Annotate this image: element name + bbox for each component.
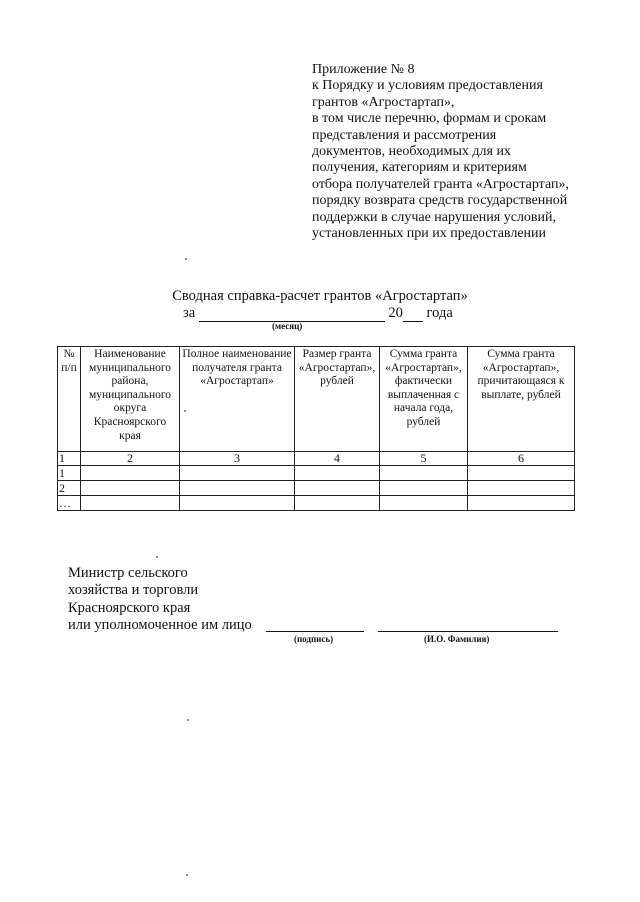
table-cell[interactable] bbox=[468, 496, 575, 511]
appendix-line: порядку возврата средств государственной bbox=[312, 193, 568, 209]
table-cell[interactable] bbox=[81, 466, 180, 481]
header-cell: Сумма гранта «Агростартап», фактически выплаченная с начала года, рублей bbox=[380, 347, 468, 452]
scan-speck bbox=[184, 410, 186, 412]
period-suffix: года bbox=[426, 305, 453, 321]
table-cell[interactable] bbox=[81, 481, 180, 496]
appendix-line: представления и рассмотрения bbox=[312, 127, 497, 143]
name-caption: (И.О. Фамилия) bbox=[424, 634, 490, 644]
signature-caption: (подпись) bbox=[294, 634, 334, 644]
table-cell[interactable] bbox=[180, 496, 295, 511]
signer-line: или уполномоченное им лицо bbox=[68, 617, 252, 634]
header-cell: № п/п bbox=[58, 347, 81, 452]
appendix-line: поддержки в случае нарушения условий, bbox=[312, 209, 557, 225]
table-cell[interactable] bbox=[380, 481, 468, 496]
year-prefix: 20 bbox=[388, 305, 403, 321]
appendix-line: Приложение № 8 bbox=[312, 62, 415, 77]
signer-line: Министр сельского bbox=[68, 565, 188, 581]
table-row bbox=[58, 496, 575, 511]
name-line[interactable] bbox=[378, 631, 558, 632]
column-number: 5 bbox=[380, 452, 468, 466]
scan-speck bbox=[185, 258, 187, 260]
header-cell: Размер гранта «Агростартап», рублей bbox=[295, 347, 380, 452]
table-row bbox=[58, 466, 575, 481]
header-cell: Сумма гранта «Агростартап», причитающаяся к выплате, рублей bbox=[468, 347, 575, 452]
scan-speck bbox=[156, 556, 158, 558]
column-number: 4 bbox=[295, 452, 380, 466]
appendix-line: получения, категориям и критериям bbox=[312, 160, 527, 176]
column-number: 3 bbox=[180, 452, 295, 466]
scan-speck bbox=[187, 719, 189, 721]
table-cell[interactable] bbox=[468, 481, 575, 496]
table-row bbox=[58, 481, 575, 496]
table-cell[interactable] bbox=[380, 496, 468, 511]
table-cell[interactable] bbox=[180, 466, 295, 481]
row-number: 2 bbox=[58, 481, 81, 496]
appendix-line: грантов «Агростартап», bbox=[312, 94, 455, 110]
signer-line: хозяйства и торговли bbox=[68, 582, 199, 599]
table-header-row bbox=[58, 347, 575, 452]
appendix-line: документов, необходимых для их bbox=[312, 144, 511, 160]
appendix-heading bbox=[312, 62, 612, 242]
appendix-line: в том числе перечню, формам и срокам bbox=[312, 111, 547, 127]
signature-line[interactable] bbox=[266, 631, 364, 632]
table-cell[interactable] bbox=[468, 466, 575, 481]
summary-table bbox=[57, 346, 575, 511]
column-number-row bbox=[58, 452, 575, 466]
appendix-line: установленных при их предоставлении bbox=[312, 226, 547, 242]
row-number: … bbox=[58, 496, 81, 511]
signer-line: Красноярского края bbox=[68, 599, 191, 616]
scan-speck bbox=[186, 874, 188, 876]
signer-position bbox=[68, 565, 252, 635]
column-number: 6 bbox=[468, 452, 575, 466]
appendix-line: отбора получателей гранта «Агростартап», bbox=[312, 176, 569, 192]
appendix-line: к Порядку и условиям предоставления bbox=[312, 78, 543, 94]
column-number: 2 bbox=[81, 452, 180, 466]
header-cell: Наименование муниципального района, муниципального округа Красноярского края bbox=[81, 347, 180, 452]
month-caption: (месяц) bbox=[272, 321, 303, 331]
year-blank[interactable] bbox=[403, 309, 423, 322]
period-line bbox=[183, 305, 453, 322]
table-cell[interactable] bbox=[295, 481, 380, 496]
column-number: 1 bbox=[58, 452, 81, 466]
table-cell[interactable] bbox=[180, 481, 295, 496]
header-cell: Полное наименование получателя гранта «Агростартап» bbox=[180, 347, 295, 452]
table-cell[interactable] bbox=[380, 466, 468, 481]
table-cell[interactable] bbox=[295, 496, 380, 511]
table-cell[interactable] bbox=[81, 496, 180, 511]
document-title: Сводная справка-расчет грантов «Агростартап» bbox=[172, 288, 468, 304]
table-cell[interactable] bbox=[295, 466, 380, 481]
period-prefix: за bbox=[183, 305, 196, 321]
row-number: 1 bbox=[58, 466, 81, 481]
